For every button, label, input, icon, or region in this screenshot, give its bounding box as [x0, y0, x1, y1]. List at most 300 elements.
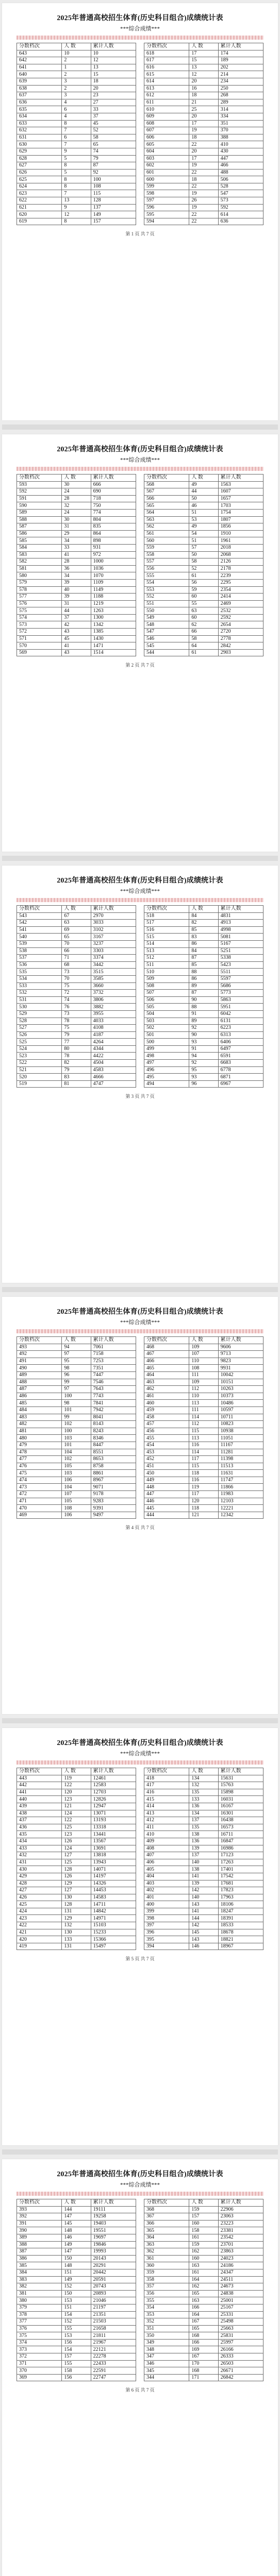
cumulative-cell: 17681: [218, 1880, 263, 1887]
score-cell: 582: [17, 558, 62, 566]
cumulative-cell: 10486: [218, 1400, 263, 1407]
count-cell: 75: [62, 982, 91, 990]
score-cell: 375: [17, 2332, 62, 2340]
cumulative-cell: 1807: [218, 516, 263, 523]
cumulative-cell: 13691: [91, 1845, 136, 1852]
count-cell: 160: [189, 2255, 218, 2262]
table-row: [17, 523, 136, 531]
table-row: [144, 1866, 263, 1873]
count-cell: 2: [62, 57, 91, 64]
count-cell: 26: [189, 197, 218, 205]
score-table-left: [17, 1768, 136, 1950]
count-cell: 54: [189, 530, 218, 537]
score-cell: 628: [17, 155, 62, 162]
cumulative-cell: 16301: [218, 1810, 263, 1817]
cumulative-cell: 4831: [218, 912, 263, 920]
score-cell: 503: [144, 1018, 189, 1025]
score-cell: 630: [17, 141, 62, 148]
count-cell: 56: [189, 579, 218, 586]
table-row: [144, 1936, 263, 1943]
cumulative-cell: 9931: [218, 1365, 263, 1372]
score-cell: 558: [144, 551, 189, 558]
score-cell: 568: [144, 481, 189, 488]
table-row: [144, 1421, 263, 1428]
table-header-row: [17, 474, 136, 482]
score-cell: 362: [144, 2248, 189, 2256]
table-row: [17, 635, 136, 642]
cumulative-cell: 128: [91, 197, 136, 205]
count-cell: 126: [62, 1838, 91, 1845]
count-cell: 140: [189, 1859, 218, 1866]
cumulative-cell: 17823: [218, 1887, 263, 1894]
score-cell: 497: [144, 1060, 189, 1067]
table-row: [17, 1442, 136, 1449]
cumulative-cell: 1657: [218, 495, 263, 502]
cumulative-cell: 6406: [218, 1039, 263, 1046]
score-cell: 432: [17, 1852, 62, 1859]
cumulative-cell: 3806: [91, 996, 136, 1004]
cumulative-cell: 14842: [91, 1908, 136, 1915]
score-cell: 561: [144, 530, 189, 537]
cumulative-cell: 45: [91, 120, 136, 127]
page-footer: 第 5 页 共 7 页: [125, 1956, 155, 1962]
table-row: [144, 975, 263, 982]
count-cell: 72: [62, 990, 91, 997]
score-cell: 572: [17, 629, 62, 636]
count-cell: 34: [62, 572, 91, 580]
table-row: [17, 78, 136, 85]
cumulative-cell: 13943: [91, 1859, 136, 1866]
score-table-left: [17, 2199, 136, 2381]
score-cell: 606: [144, 134, 189, 141]
table-row: [17, 2276, 136, 2283]
count-cell: 104: [62, 1484, 91, 1491]
score-cell: 480: [17, 1435, 62, 1442]
page-footer: 第 1 页 共 7 页: [125, 231, 155, 237]
table-row: [17, 1045, 136, 1053]
cumulative-cell: 1910: [218, 530, 263, 537]
table-row: [144, 2206, 263, 2213]
table-row: [144, 2332, 263, 2340]
page-separator: [2, 425, 278, 430]
count-cell: 155: [62, 2360, 91, 2367]
count-cell: 2: [62, 71, 91, 78]
score-cell: 547: [144, 629, 189, 636]
cumulative-cell: 10373: [218, 1393, 263, 1400]
score-cell: 615: [144, 71, 189, 78]
score-cell: 430: [17, 1866, 62, 1873]
score-cell: 427: [17, 1887, 62, 1894]
table-row: [144, 120, 263, 127]
score-cell: 361: [144, 2255, 189, 2262]
score-cell: 459: [144, 1406, 189, 1414]
count-cell: 4: [62, 99, 91, 106]
count-cell: 147: [62, 2213, 91, 2221]
score-cell: 532: [17, 990, 62, 997]
table-row: [17, 947, 136, 955]
count-cell: 113: [189, 1400, 218, 1407]
cumulative-cell: 8447: [91, 1442, 136, 1449]
count-cell: 165: [189, 2325, 218, 2332]
table-row: [17, 92, 136, 99]
count-cell: 41: [62, 551, 91, 558]
column-header: 人 数: [189, 43, 218, 50]
cumulative-cell: 21811: [91, 2332, 136, 2340]
page-subtitle: ***综合成绩***: [120, 457, 160, 463]
cumulative-cell: 19993: [91, 2248, 136, 2256]
score-cell: 357: [144, 2283, 189, 2291]
score-cell: 353: [144, 2311, 189, 2318]
table-row: [144, 1817, 263, 1824]
count-cell: 112: [189, 1386, 218, 1393]
count-cell: 162: [189, 2283, 218, 2291]
cumulative-cell: 21967: [91, 2339, 136, 2346]
count-cell: 119: [62, 1775, 91, 1782]
cumulative-cell: 137: [91, 204, 136, 211]
count-cell: 105: [62, 1463, 91, 1470]
cumulative-cell: 18821: [218, 1936, 263, 1943]
cumulative-cell: 8143: [91, 1421, 136, 1428]
count-cell: 121: [189, 1512, 218, 1519]
cumulative-cell: 23863: [218, 2248, 263, 2256]
score-cell: 433: [17, 1845, 62, 1852]
count-cell: 131: [62, 1908, 91, 1915]
count-cell: 108: [62, 1505, 91, 1512]
table-row: [17, 71, 136, 78]
cumulative-cell: 7253: [91, 1358, 136, 1365]
page-footer: 第 4 页 共 7 页: [125, 1525, 155, 1531]
count-cell: 158: [62, 2367, 91, 2375]
count-cell: 8: [62, 120, 91, 127]
count-cell: 161: [189, 2234, 218, 2241]
table-row: [144, 1414, 263, 1421]
table-row: [144, 1477, 263, 1484]
table-row: [144, 920, 263, 927]
table-row: [17, 2353, 136, 2361]
score-cell: 562: [144, 523, 189, 531]
cumulative-cell: 11513: [218, 1463, 263, 1470]
cumulative-cell: 718: [91, 495, 136, 502]
score-table-right: [144, 43, 263, 225]
cumulative-cell: 7643: [91, 1386, 136, 1393]
score-cell: 396: [144, 1929, 189, 1936]
count-cell: 96: [189, 1080, 218, 1088]
table-row: [17, 1435, 136, 1442]
count-cell: 1: [62, 64, 91, 71]
score-cell: 539: [17, 940, 62, 947]
score-cell: 413: [144, 1810, 189, 1817]
count-cell: 98: [62, 1365, 91, 1372]
cumulative-cell: 3955: [91, 1010, 136, 1018]
count-cell: 146: [62, 2234, 91, 2241]
table-row: [144, 148, 263, 155]
table-row: [17, 488, 136, 496]
table-row: [17, 621, 136, 629]
count-cell: 44: [189, 488, 218, 496]
count-cell: 93: [189, 1074, 218, 1081]
table-row: [17, 1351, 136, 1358]
table-row: [17, 926, 136, 934]
score-cell: 388: [17, 2241, 62, 2248]
count-cell: 136: [189, 1803, 218, 1810]
table-row: [144, 1045, 263, 1053]
table-row: [17, 1929, 136, 1936]
table-row: [17, 1484, 136, 1491]
count-cell: 132: [189, 1782, 218, 1789]
cumulative-cell: 9497: [91, 1512, 136, 1519]
cumulative-cell: 17542: [218, 1873, 263, 1880]
score-cell: 352: [144, 2318, 189, 2326]
cumulative-cell: 108: [91, 183, 136, 190]
count-cell: 55: [189, 600, 218, 607]
column-header: 累计人数: [218, 906, 263, 913]
cumulative-cell: 1219: [91, 600, 136, 607]
header-banner: [17, 36, 263, 40]
table-row: [17, 1025, 136, 1032]
cumulative-cell: 2720: [218, 629, 263, 636]
score-cell: 521: [17, 1066, 62, 1074]
score-cell: 402: [144, 1887, 189, 1894]
score-cell: 566: [144, 495, 189, 502]
cumulative-cell: 3732: [91, 990, 136, 997]
score-cell: 382: [17, 2283, 62, 2291]
score-table-right: [144, 2199, 263, 2381]
count-cell: 166: [189, 2304, 218, 2311]
cumulative-cell: 1856: [218, 523, 263, 531]
score-cell: 571: [17, 635, 62, 642]
cumulative-cell: 6967: [218, 1080, 263, 1088]
count-cell: 66: [62, 947, 91, 955]
table-row: [17, 2360, 136, 2367]
table-row: [144, 141, 263, 148]
table-row: [17, 2318, 136, 2326]
table-row: [17, 1817, 136, 1824]
score-cell: 419: [17, 1943, 62, 1950]
score-table-right: [144, 474, 263, 656]
score-cell: 368: [144, 2206, 189, 2213]
table-row: [17, 1491, 136, 1498]
table-row: [17, 1039, 136, 1046]
page-separator: [2, 1287, 278, 1292]
table-row: [144, 1498, 263, 1505]
cumulative-cell: 11051: [218, 1435, 263, 1442]
score-cell: 519: [17, 1080, 62, 1088]
cumulative-cell: 16031: [218, 1796, 263, 1803]
count-cell: 111: [189, 1406, 218, 1414]
table-row: [17, 169, 136, 176]
score-cell: 522: [17, 1060, 62, 1067]
score-cell: 464: [144, 1371, 189, 1379]
table-row: [17, 1859, 136, 1866]
cumulative-cell: 8861: [91, 1470, 136, 1477]
count-cell: 156: [62, 2374, 91, 2381]
table-row: [144, 495, 263, 502]
count-cell: 86: [189, 940, 218, 947]
count-cell: 94: [189, 1053, 218, 1060]
table-row: [17, 1512, 136, 1519]
cumulative-cell: 12461: [91, 1775, 136, 1782]
table-row: [17, 1782, 136, 1789]
count-cell: 30: [62, 481, 91, 488]
cumulative-cell: 1607: [218, 488, 263, 496]
count-cell: 58: [189, 558, 218, 566]
cumulative-cell: 26842: [218, 2374, 263, 2381]
cumulative-cell: 74: [91, 148, 136, 155]
count-cell: 128: [62, 1866, 91, 1873]
count-cell: 147: [62, 2248, 91, 2256]
cumulative-cell: 13318: [91, 1824, 136, 1831]
count-cell: 124: [62, 1810, 91, 1817]
count-cell: 139: [189, 1845, 218, 1852]
cumulative-cell: 157: [91, 218, 136, 225]
count-cell: 111: [189, 1371, 218, 1379]
count-cell: 7: [62, 141, 91, 148]
score-cell: 524: [17, 1045, 62, 1053]
score-cell: 389: [17, 2234, 62, 2241]
count-cell: 71: [62, 955, 91, 962]
cumulative-cell: 5773: [218, 990, 263, 997]
score-cell: 387: [17, 2248, 62, 2256]
count-cell: 99: [62, 1379, 91, 1386]
table-row: [17, 1463, 136, 1470]
table-header-row: [144, 474, 263, 482]
table-row: [17, 2332, 136, 2340]
table-row: [17, 2227, 136, 2234]
count-cell: 19: [189, 162, 218, 170]
cumulative-cell: 12947: [91, 1803, 136, 1810]
score-cell: 612: [144, 92, 189, 99]
score-cell: 390: [17, 2227, 62, 2234]
score-cell: 560: [144, 537, 189, 545]
cumulative-cell: 3660: [91, 982, 136, 990]
score-cell: 635: [17, 106, 62, 113]
table-row: [144, 2248, 263, 2256]
table-row: [17, 1810, 136, 1817]
cumulative-cell: 10597: [218, 1406, 263, 1414]
count-cell: 119: [189, 1484, 218, 1491]
count-cell: 84: [189, 912, 218, 920]
cumulative-cell: 3442: [91, 961, 136, 969]
count-cell: 167: [189, 2353, 218, 2361]
count-cell: 68: [62, 961, 91, 969]
score-cell: 488: [17, 1379, 62, 1386]
cumulative-cell: 23063: [218, 2213, 263, 2221]
score-cell: 393: [17, 2206, 62, 2213]
count-cell: 18: [189, 92, 218, 99]
header-banner: [17, 2192, 263, 2196]
table-row: [17, 481, 136, 488]
table-row: [144, 1512, 263, 1519]
table-row: [17, 1838, 136, 1845]
table-row: [17, 99, 136, 106]
score-cell: 640: [17, 71, 62, 78]
table-row: [144, 2318, 263, 2326]
cumulative-cell: 19111: [91, 2206, 136, 2213]
count-cell: 13: [62, 197, 91, 205]
cumulative-cell: 2842: [218, 642, 263, 650]
cumulative-cell: 7447: [91, 1371, 136, 1379]
table-row: [17, 1880, 136, 1887]
score-cell: 596: [144, 204, 189, 211]
cumulative-cell: 20591: [91, 2276, 136, 2283]
page-footer: 第 2 页 共 7 页: [125, 663, 155, 668]
cumulative-cell: 13071: [91, 1810, 136, 1817]
cumulative-cell: 20: [91, 85, 136, 92]
table-row: [17, 1922, 136, 1929]
table-row: [17, 2325, 136, 2332]
table-row: [144, 1039, 263, 1046]
table-row: [17, 1943, 136, 1950]
table-row: [17, 1066, 136, 1074]
cumulative-cell: 26333: [218, 2353, 263, 2361]
table-row: [17, 516, 136, 523]
count-cell: 97: [62, 1351, 91, 1358]
count-cell: 52: [189, 565, 218, 572]
score-cell: 370: [17, 2367, 62, 2375]
column-header: 人 数: [189, 1337, 218, 1344]
score-cell: 495: [144, 1074, 189, 1081]
count-cell: 137: [189, 1817, 218, 1824]
cumulative-cell: 898: [91, 537, 136, 545]
count-cell: 116: [189, 1442, 218, 1449]
cumulative-cell: 9606: [218, 1344, 263, 1351]
score-cell: 597: [144, 197, 189, 205]
score-cell: 627: [17, 162, 62, 170]
cumulative-cell: 12221: [218, 1505, 263, 1512]
table-row: [17, 2241, 136, 2248]
score-cell: 526: [17, 1031, 62, 1039]
cumulative-cell: 22278: [91, 2353, 136, 2361]
table-row: [17, 1344, 136, 1351]
score-cell: 517: [144, 920, 189, 927]
cumulative-cell: 11866: [218, 1484, 263, 1491]
table-row: [17, 1406, 136, 1414]
count-cell: 53: [189, 516, 218, 523]
table-row: [144, 481, 263, 488]
table-row: [144, 990, 263, 997]
score-cell: 553: [144, 586, 189, 594]
count-cell: 88: [189, 1004, 218, 1011]
cumulative-cell: 20893: [91, 2290, 136, 2297]
table-row: [17, 148, 136, 155]
count-cell: 133: [189, 1796, 218, 1803]
table-row: [144, 537, 263, 545]
count-cell: 78: [62, 1053, 91, 1060]
score-cell: 570: [17, 642, 62, 650]
score-cell: 490: [17, 1365, 62, 1372]
cumulative-cell: 15366: [91, 1936, 136, 1943]
score-cell: 450: [144, 1470, 189, 1477]
cumulative-cell: 18678: [218, 1929, 263, 1936]
count-cell: 30: [62, 516, 91, 523]
column-header: 累计人数: [91, 906, 136, 913]
table-row: [144, 635, 263, 642]
count-cell: 110: [189, 1358, 218, 1365]
table-row: [17, 495, 136, 502]
cumulative-cell: 11167: [218, 1442, 263, 1449]
score-cell: 622: [17, 197, 62, 205]
count-cell: 149: [62, 2276, 91, 2283]
cumulative-cell: 23701: [218, 2241, 263, 2248]
cumulative-cell: 20291: [91, 2262, 136, 2269]
cumulative-cell: 11983: [218, 1491, 263, 1498]
table-row: [144, 579, 263, 586]
count-cell: 4: [62, 113, 91, 120]
table-row: [144, 2374, 263, 2381]
table-row: [144, 1053, 263, 1060]
cumulative-cell: 7841: [91, 1400, 136, 1407]
table-row: [144, 1010, 263, 1018]
